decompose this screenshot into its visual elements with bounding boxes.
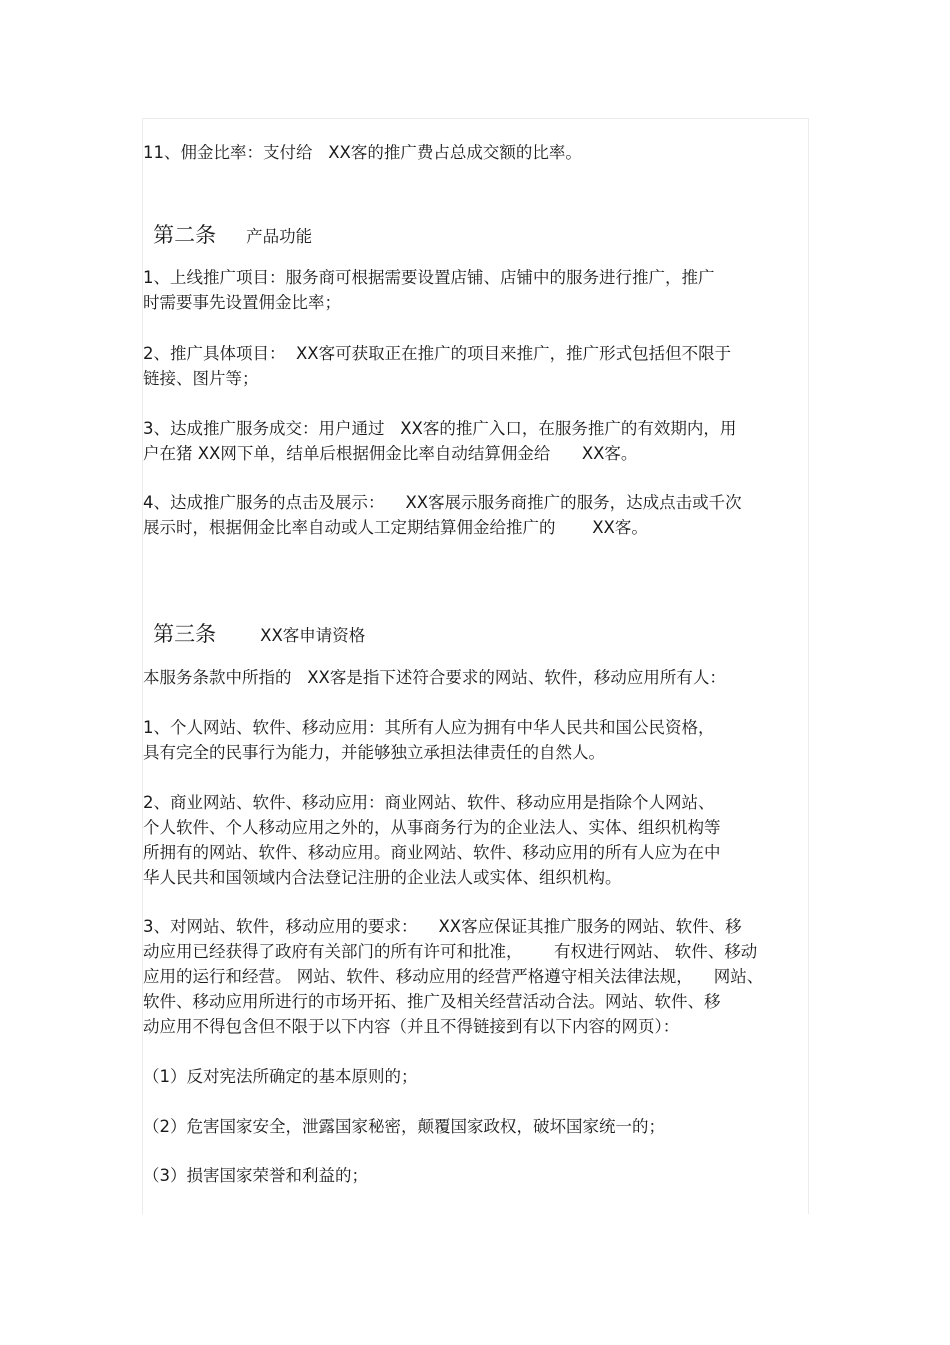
article-3-item-1-line-2: 具有完全的民事行为能力，并能够独立承担法律责任的自然人。 bbox=[143, 743, 605, 762]
article-2-item-1-line-2: 时需要事先设置佣金比率； bbox=[143, 293, 341, 312]
article-3-sub-item-3: （3）损害国家荣誉和利益的； bbox=[143, 1166, 368, 1185]
article-3-number: 第三条 bbox=[153, 622, 217, 646]
article-3-item-2-line-3: 所拥有的网站、软件、移动应用。商业网站、软件、移动应用的所有人应为在中 bbox=[143, 843, 721, 862]
article-2-item-4-line-2: 展示时，根据佣金比率自动或人工定期结算佣金给推广的 XX客。 bbox=[143, 518, 648, 537]
clause-11: 11、佣金比率：支付给 XX客的推广费占总成交额的比率。 bbox=[143, 143, 582, 162]
article-2-item-4-line-1: 4、达成推广服务的点击及展示： XX客展示服务商推广的服务，达成点击或千次 bbox=[143, 493, 742, 512]
article-3-heading bbox=[143, 600, 365, 651]
article-3-title: XX客申请资格 bbox=[260, 626, 366, 645]
article-3-item-2-line-2: 个人软件、个人移动应用之外的，从事商务行为的企业法人、实体、组织机构等 bbox=[143, 818, 721, 837]
article-3-item-3-line-1: 3、对网站、软件，移动应用的要求： XX客应保证其推广服务的网站、软件、移 bbox=[143, 917, 742, 936]
article-2-item-3-line-2: 户在猪 XX网下单，结单后根据佣金比率自动结算佣金给 XX客。 bbox=[143, 444, 638, 463]
article-3-item-2-line-4: 华人民共和国领域内合法登记注册的企业法人或实体、组织机构。 bbox=[143, 868, 622, 887]
article-3-item-3-line-4: 软件、移动应用所进行的市场开拓、推广及相关经营活动合法。网站、软件、移 bbox=[143, 992, 721, 1011]
article-2-item-1-line-1: 1、上线推广项目：服务商可根据需要设置店铺、店铺中的服务进行推广，推广 bbox=[143, 268, 715, 287]
article-3-item-3-line-3: 应用的运行和经营。 网站、软件、移动应用的经营严格遵守相关法律法规， 网站、 bbox=[143, 967, 764, 986]
article-2-number: 第二条 bbox=[153, 223, 217, 247]
article-3-item-3-line-5: 动应用不得包含但不限于以下内容（并且不得链接到有以下内容的网页）： bbox=[143, 1017, 680, 1036]
article-2-title: 产品功能 bbox=[246, 227, 313, 246]
article-3-intro: 本服务条款中所指的 XX客是指下述符合要求的网站、软件，移动应用所有人： bbox=[143, 668, 726, 687]
article-2-heading bbox=[143, 201, 312, 252]
article-2-item-2-line-2: 链接、图片等； bbox=[143, 369, 259, 388]
article-3-item-1-line-1: 1、个人网站、软件、移动应用：其所有人应为拥有中华人民共和国公民资格， bbox=[143, 718, 715, 737]
article-2-item-2-line-1: 2、推广具体项目： XX客可获取正在推广的项目来推广，推广形式包括但不限于 bbox=[143, 344, 732, 363]
article-3-sub-item-2: （2）危害国家安全，泄露国家秘密，颠覆国家政权，破坏国家统一的； bbox=[143, 1117, 665, 1136]
article-3-item-2-line-1: 2、商业网站、软件、移动应用：商业网站、软件、移动应用是指除个人网站、 bbox=[143, 793, 715, 812]
article-2-item-3-line-1: 3、达成推广服务成交：用户通过 XX客的推广入口，在服务推广的有效期内，用 bbox=[143, 419, 737, 438]
article-3-sub-item-1: （1）反对宪法所确定的基本原则的； bbox=[143, 1067, 418, 1086]
article-3-item-3-line-2: 动应用已经获得了政府有关部门的所有许可和批准， 有权进行网站、 软件、移动 bbox=[143, 942, 758, 961]
